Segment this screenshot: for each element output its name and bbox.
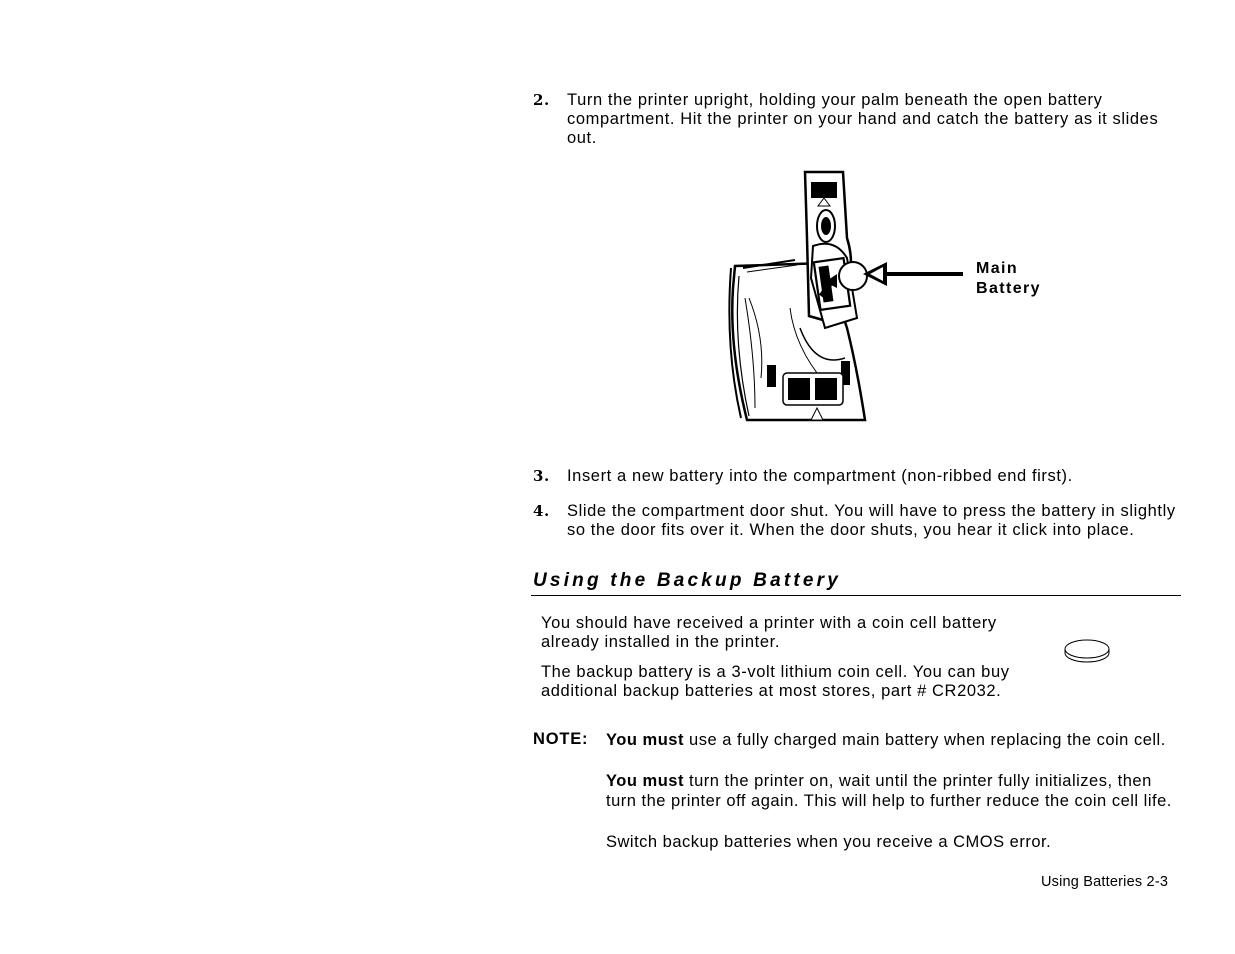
main-battery-callout — [976, 259, 1041, 299]
coin-cell-illustration — [1062, 636, 1112, 666]
printer-battery-illustration — [725, 168, 985, 423]
note-label: NOTE: — [533, 730, 589, 748]
callout-line-1: Main — [976, 260, 1019, 277]
step-text: Insert a new battery into the compartment (non-ribbed end first). — [567, 467, 1073, 485]
step-number: 2. — [533, 91, 550, 109]
page-footer: Using Batteries 2-3 — [1041, 874, 1169, 890]
step-number: 3. — [533, 467, 550, 485]
section-heading: Using the Backup Battery — [533, 570, 842, 591]
note-line-1 — [606, 730, 1186, 750]
coin-cell-spec-paragraph: The backup battery is a 3-volt lithium coin cell. You can buy additional backup batteries at most stores, part # CR2032. — [541, 663, 1010, 700]
heading-rule — [531, 595, 1181, 596]
note-emphasis: You must — [606, 731, 684, 749]
note-text: use a fully charged main battery when replacing the coin cell. — [683, 731, 1166, 749]
note-line-2 — [606, 771, 1186, 811]
coin-cell-intro-paragraph: You should have received a printer with a coin cell battery already installed in the printer. — [541, 614, 997, 651]
note-emphasis: You must — [606, 772, 684, 790]
note-text: turn the printer on, wait until the printer fully initializes, then turn the printer off again. This will help to further reduce the coin cell life. — [606, 772, 1172, 810]
step-number: 4. — [533, 502, 550, 520]
step-text: Slide the compartment door shut. You will have to press the battery in slightly so the door fits over it. When the door shuts, you hear it click into place. — [567, 502, 1176, 539]
note-line-3: Switch backup batteries when you receive a CMOS error. — [606, 833, 1052, 851]
callout-line-2: Battery — [976, 280, 1041, 297]
step-text: Turn the printer upright, holding your palm beneath the open battery compartment. Hit the printer on your hand and catch the battery as it slides out. — [567, 91, 1159, 147]
